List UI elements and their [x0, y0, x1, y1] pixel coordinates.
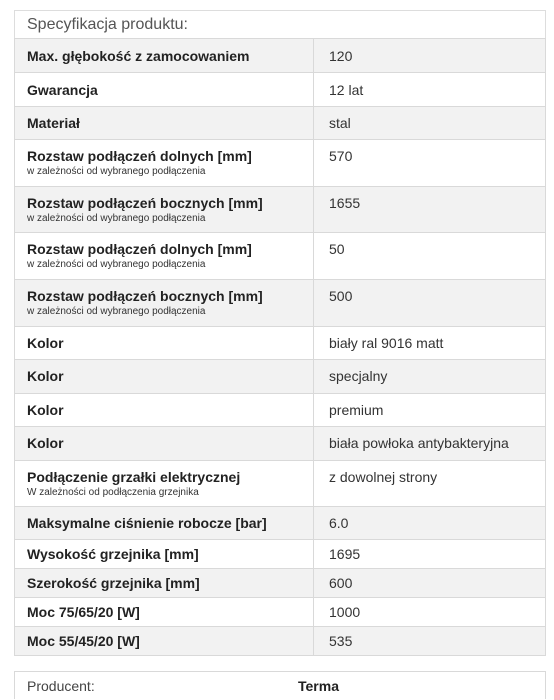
spec-value-cell — [314, 233, 546, 280]
spec-value-cell — [314, 39, 546, 73]
spec-label: Szerokość grzejnika [mm] — [27, 575, 200, 591]
spec-value-cell — [314, 598, 546, 627]
spec-row — [15, 569, 546, 598]
spec-label: Rozstaw podłączeń dolnych [mm] — [27, 241, 252, 257]
spec-value-cell — [314, 507, 546, 540]
spec-value-cell — [314, 540, 546, 569]
spec-value: 600 — [329, 575, 353, 591]
spec-sublabel: W zależności od podłączenia grzejnika — [27, 487, 199, 498]
spec-label: Moc 55/45/20 [W] — [27, 633, 140, 649]
spec-row — [15, 280, 546, 327]
spec-value: 535 — [329, 633, 353, 649]
spec-value: z dowolnej strony — [329, 469, 438, 485]
producer-row — [14, 671, 546, 699]
spec-table — [14, 38, 546, 656]
spec-value-cell — [314, 360, 546, 394]
spec-key-cell — [15, 107, 314, 140]
spec-value: 1000 — [329, 604, 361, 620]
spec-key-cell — [15, 280, 314, 327]
spec-row — [15, 540, 546, 569]
spec-value-cell — [314, 280, 546, 327]
spec-key-cell — [15, 394, 314, 427]
spec-value: biała powłoka antybakteryjna — [329, 435, 509, 451]
spec-value-cell — [314, 394, 546, 427]
spec-label: Moc 75/65/20 [W] — [27, 604, 140, 620]
spec-value: 570 — [329, 148, 353, 164]
spec-row — [15, 394, 546, 427]
spec-key-cell — [15, 540, 314, 569]
spec-key-cell — [15, 569, 314, 598]
spec-value: 120 — [329, 48, 353, 64]
spec-row — [15, 598, 546, 627]
spec-sublabel: w zależności od wybranego podłączenia — [27, 213, 206, 224]
spec-value-cell — [314, 73, 546, 107]
spec-value-cell — [314, 627, 546, 656]
spec-value: stal — [329, 115, 351, 131]
spec-value: 500 — [329, 288, 353, 304]
spec-key-cell — [15, 427, 314, 461]
spec-sublabel: w zależności od wybranego podłączenia — [27, 306, 206, 317]
spec-label: Kolor — [27, 402, 64, 418]
spec-key-cell — [15, 461, 314, 507]
spec-label: Materiał — [27, 115, 80, 131]
spec-label: Rozstaw podłączeń dolnych [mm] — [27, 148, 252, 164]
spec-row — [15, 627, 546, 656]
spec-key-cell — [15, 507, 314, 540]
spec-sublabel: w zależności od wybranego podłączenia — [27, 259, 206, 270]
spec-value: specjalny — [329, 368, 388, 384]
spec-key-cell — [15, 627, 314, 656]
spec-label: Gwarancja — [27, 82, 98, 98]
spec-row — [15, 360, 546, 394]
spec-value: 50 — [329, 241, 345, 257]
spec-value-cell — [314, 327, 546, 360]
producer-label: Producent: — [27, 678, 95, 694]
spec-value-cell — [314, 107, 546, 140]
spec-row — [15, 461, 546, 507]
spec-value-cell — [314, 461, 546, 507]
spec-value: premium — [329, 402, 384, 418]
spec-row — [15, 187, 546, 233]
spec-value: 1655 — [329, 195, 361, 211]
spec-label: Wysokość grzejnika [mm] — [27, 546, 199, 562]
spec-key-cell — [15, 140, 314, 187]
spec-row — [15, 233, 546, 280]
spec-key-cell — [15, 39, 314, 73]
spec-value-cell — [314, 427, 546, 461]
spec-sublabel: w zależności od wybranego podłączenia — [27, 166, 206, 177]
spec-row — [15, 73, 546, 107]
spec-row — [15, 39, 546, 73]
spec-row — [15, 327, 546, 360]
spec-row — [15, 107, 546, 140]
spec-table-body — [15, 39, 546, 656]
spec-label: Max. głębokość z zamocowaniem — [27, 48, 250, 64]
spec-value-cell — [314, 569, 546, 598]
spec-row — [15, 140, 546, 187]
spec-key-cell — [15, 598, 314, 627]
spec-row — [15, 507, 546, 540]
producer-value: Terma — [298, 678, 339, 694]
spec-value-cell — [314, 187, 546, 233]
spec-key-cell — [15, 73, 314, 107]
spec-key-cell — [15, 187, 314, 233]
spec-label: Maksymalne ciśnienie robocze [bar] — [27, 515, 267, 531]
spec-value: 12 lat — [329, 82, 364, 98]
spec-label: Rozstaw podłączeń bocznych [mm] — [27, 195, 263, 211]
spec-key-cell — [15, 327, 314, 360]
spec-key-cell — [15, 233, 314, 280]
spec-label: Podłączenie grzałki elektrycznej — [27, 469, 241, 485]
spec-value-cell — [314, 140, 546, 187]
spec-value: 6.0 — [329, 515, 349, 531]
spec-label: Kolor — [27, 368, 64, 384]
section-title: Specyfikacja produktu: — [14, 10, 546, 38]
spec-label: Kolor — [27, 335, 64, 351]
spec-label: Kolor — [27, 435, 64, 451]
spec-value: biały ral 9016 matt — [329, 335, 444, 351]
spec-label: Rozstaw podłączeń bocznych [mm] — [27, 288, 263, 304]
spec-value: 1695 — [329, 546, 361, 562]
spec-key-cell — [15, 360, 314, 394]
spec-row — [15, 427, 546, 461]
